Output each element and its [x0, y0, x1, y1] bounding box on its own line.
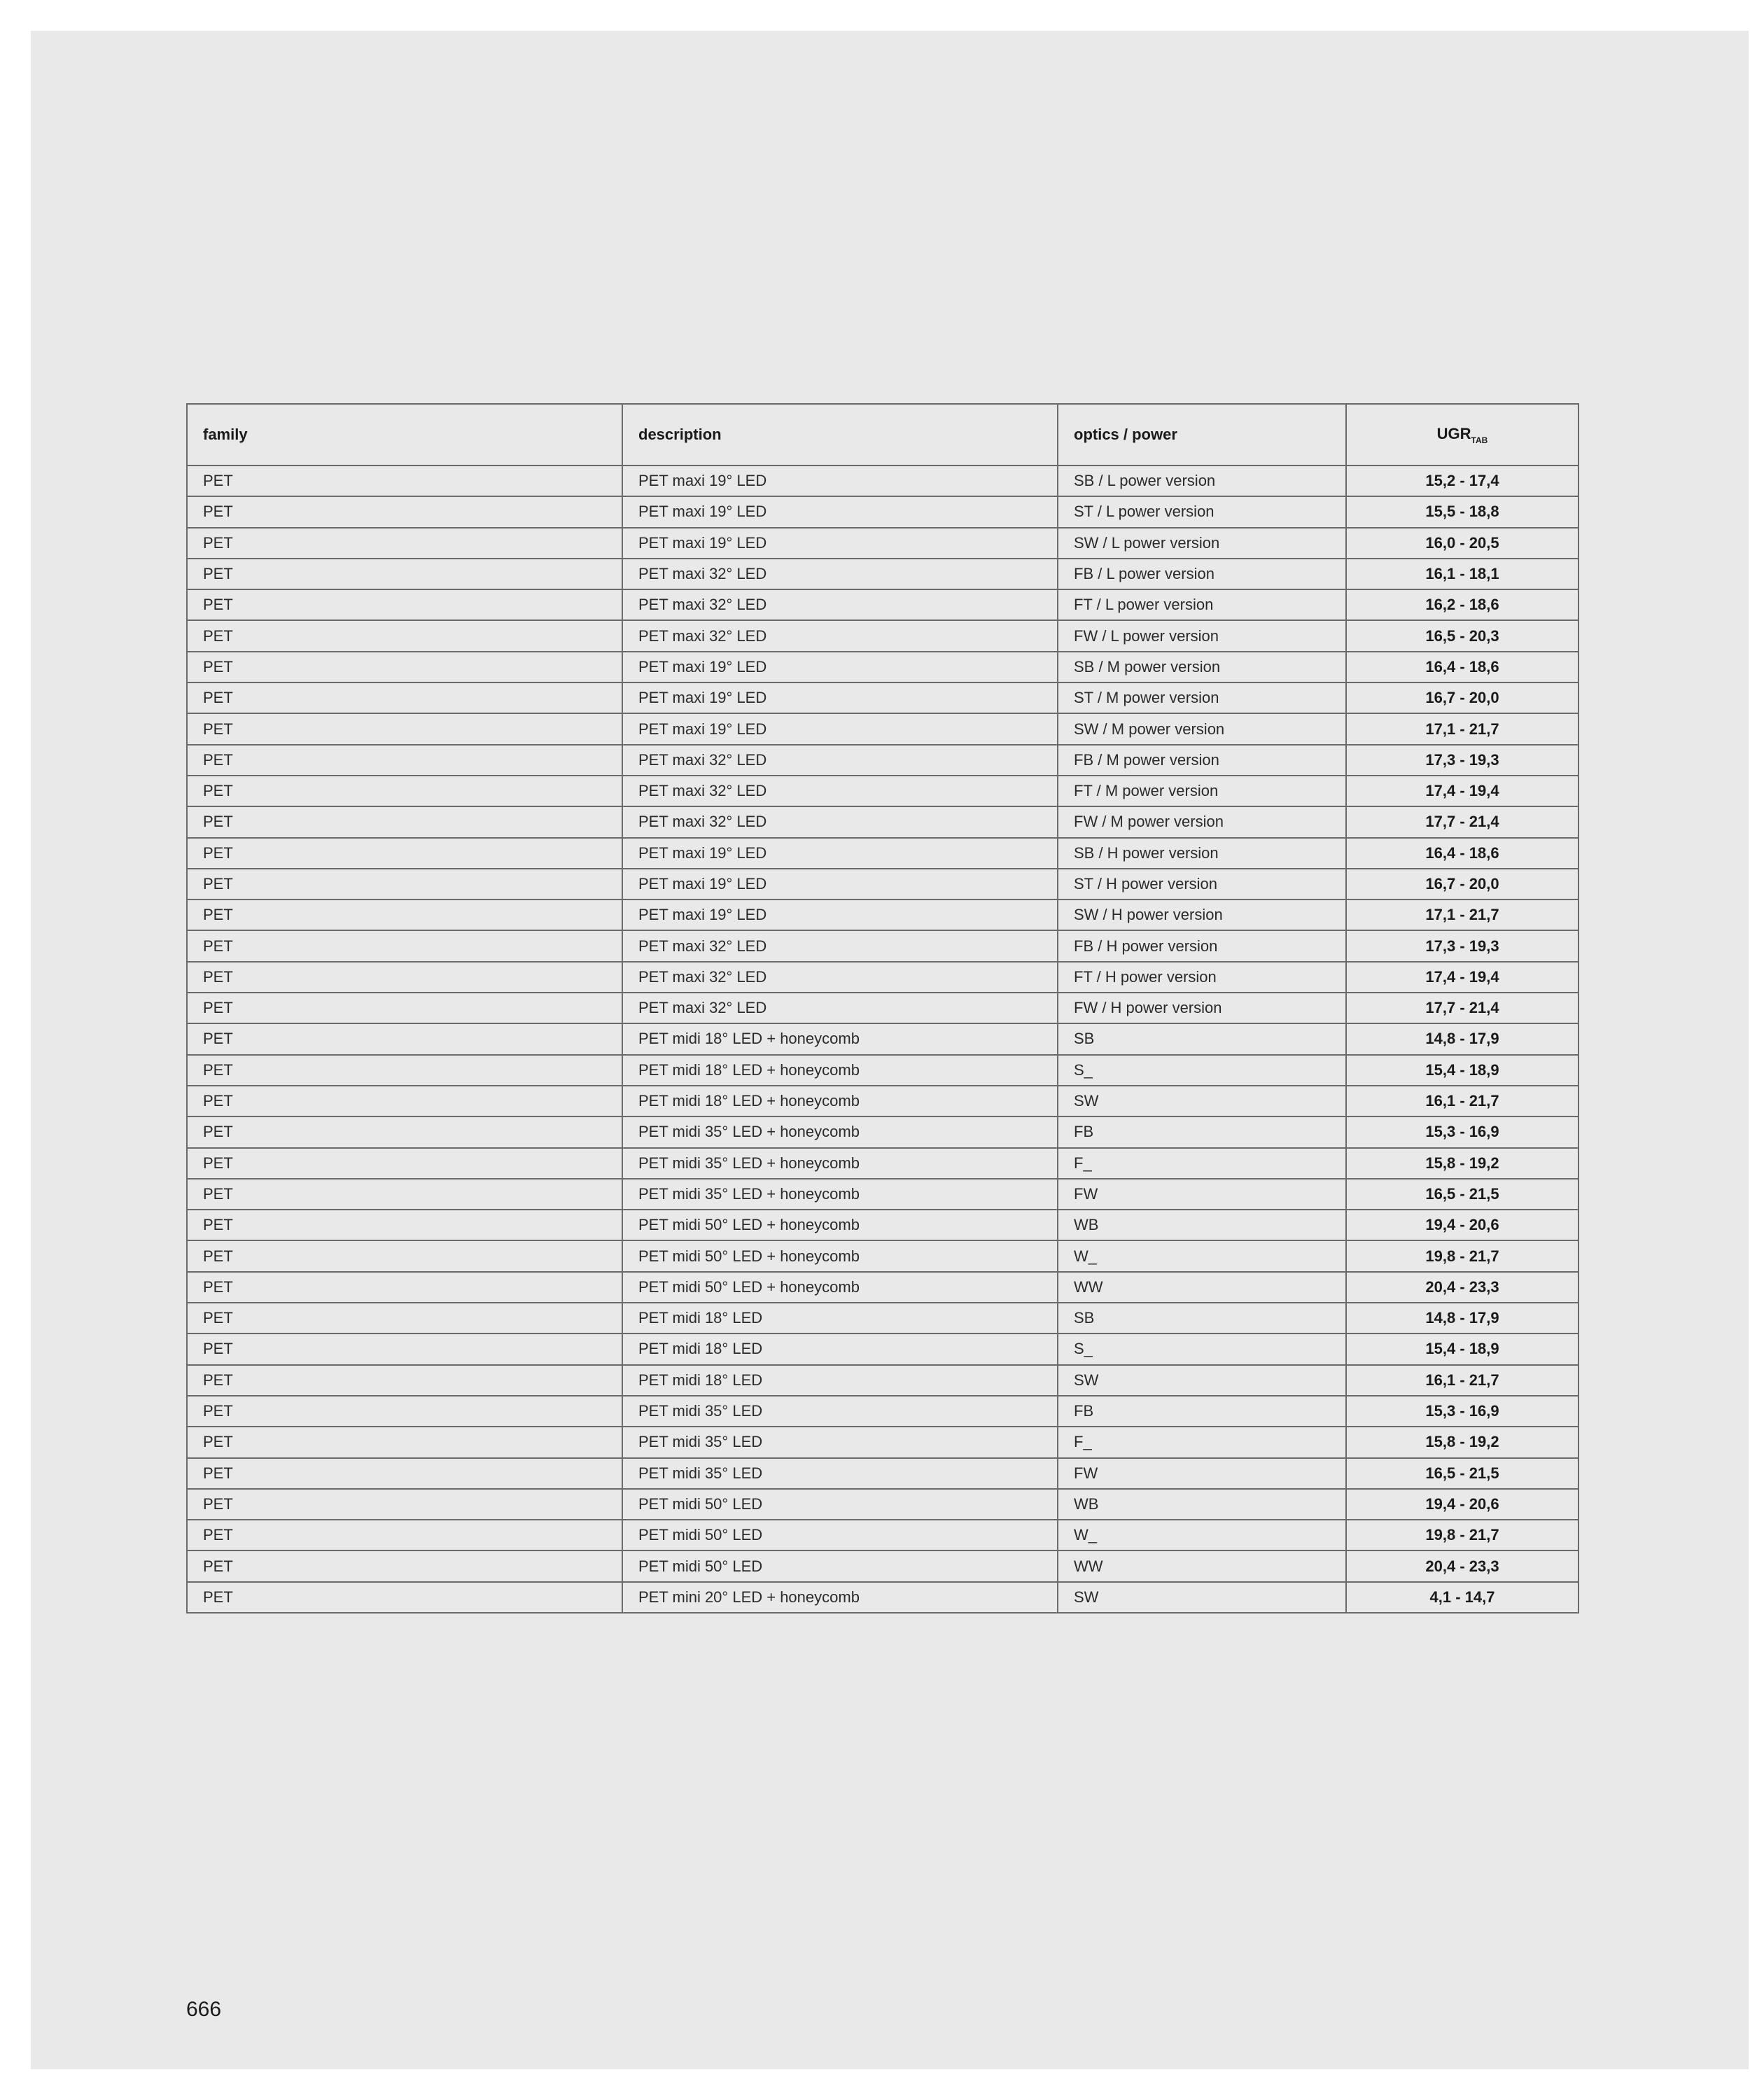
cell-description: PET maxi 19° LED: [622, 899, 1058, 930]
cell-description: PET midi 35° LED + honeycomb: [622, 1148, 1058, 1179]
cell-ugr: 16,4 - 18,6: [1346, 652, 1578, 682]
cell-ugr: 17,7 - 21,4: [1346, 806, 1578, 837]
cell-ugr: 17,1 - 21,7: [1346, 899, 1578, 930]
cell-family: PET: [187, 682, 622, 713]
cell-family: PET: [187, 1582, 622, 1613]
cell-ugr: 15,8 - 19,2: [1346, 1427, 1578, 1457]
table-row: [187, 1023, 1578, 1054]
header-ugr-subscript: TAB: [1471, 435, 1488, 445]
cell-description: PET maxi 19° LED: [622, 713, 1058, 744]
cell-family: PET: [187, 1055, 622, 1086]
cell-optics-power: WW: [1058, 1272, 1346, 1303]
table-row: [187, 1055, 1578, 1086]
cell-family: PET: [187, 1458, 622, 1489]
cell-ugr: 15,4 - 18,9: [1346, 1055, 1578, 1086]
cell-ugr: 16,7 - 20,0: [1346, 682, 1578, 713]
cell-ugr: 16,0 - 20,5: [1346, 528, 1578, 559]
cell-ugr: 17,3 - 19,3: [1346, 745, 1578, 776]
cell-ugr: 16,2 - 18,6: [1346, 589, 1578, 620]
cell-ugr: 19,4 - 20,6: [1346, 1210, 1578, 1240]
cell-description: PET midi 35° LED: [622, 1396, 1058, 1427]
cell-family: PET: [187, 620, 622, 651]
cell-family: PET: [187, 1210, 622, 1240]
cell-family: PET: [187, 1023, 622, 1054]
cell-family: PET: [187, 869, 622, 899]
cell-ugr: 17,3 - 19,3: [1346, 930, 1578, 961]
cell-ugr: 16,1 - 18,1: [1346, 559, 1578, 589]
cell-family: PET: [187, 1240, 622, 1271]
table-row: [187, 1458, 1578, 1489]
cell-description: PET midi 50° LED + honeycomb: [622, 1272, 1058, 1303]
table-row: [187, 1303, 1578, 1334]
table-row: [187, 589, 1578, 620]
table-row: [187, 1240, 1578, 1271]
cell-ugr: 15,5 - 18,8: [1346, 496, 1578, 527]
cell-ugr: 14,8 - 17,9: [1346, 1303, 1578, 1334]
cell-description: PET maxi 19° LED: [622, 682, 1058, 713]
cell-family: PET: [187, 652, 622, 682]
cell-optics-power: FB: [1058, 1116, 1346, 1147]
cell-family: PET: [187, 559, 622, 589]
cell-ugr: 17,1 - 21,7: [1346, 713, 1578, 744]
table-row: [187, 1365, 1578, 1396]
table-row: [187, 465, 1578, 496]
cell-family: PET: [187, 1550, 622, 1581]
cell-optics-power: ST / H power version: [1058, 869, 1346, 899]
table-row: [187, 930, 1578, 961]
table-row: [187, 1334, 1578, 1364]
cell-optics-power: ST / M power version: [1058, 682, 1346, 713]
table-row: [187, 496, 1578, 527]
cell-optics-power: W_: [1058, 1240, 1346, 1271]
table-row: [187, 559, 1578, 589]
table-row: [187, 899, 1578, 930]
cell-description: PET midi 18° LED + honeycomb: [622, 1023, 1058, 1054]
cell-family: PET: [187, 1334, 622, 1364]
document-page: [31, 31, 1749, 2069]
cell-optics-power: FB / H power version: [1058, 930, 1346, 961]
cell-optics-power: FB / L power version: [1058, 559, 1346, 589]
cell-optics-power: SB: [1058, 1303, 1346, 1334]
cell-family: PET: [187, 1365, 622, 1396]
table-row: [187, 1550, 1578, 1581]
cell-optics-power: SW / M power version: [1058, 713, 1346, 744]
cell-description: PET maxi 32° LED: [622, 559, 1058, 589]
cell-description: PET midi 18° LED + honeycomb: [622, 1055, 1058, 1086]
cell-description: PET midi 50° LED: [622, 1520, 1058, 1550]
cell-family: PET: [187, 465, 622, 496]
cell-description: PET midi 35° LED: [622, 1427, 1058, 1457]
cell-optics-power: F_: [1058, 1148, 1346, 1179]
table-row: [187, 869, 1578, 899]
cell-optics-power: SB / L power version: [1058, 465, 1346, 496]
page-number: 666: [186, 1998, 222, 2021]
cell-optics-power: W_: [1058, 1520, 1346, 1550]
table-row: [187, 1148, 1578, 1179]
cell-optics-power: FT / H power version: [1058, 962, 1346, 993]
cell-description: PET midi 50° LED + honeycomb: [622, 1210, 1058, 1240]
cell-ugr: 15,8 - 19,2: [1346, 1148, 1578, 1179]
cell-ugr: 19,4 - 20,6: [1346, 1489, 1578, 1520]
cell-description: PET maxi 32° LED: [622, 930, 1058, 961]
header-family: family: [187, 404, 622, 465]
cell-ugr: 17,7 - 21,4: [1346, 993, 1578, 1023]
ugr-spec-table: [186, 403, 1579, 1614]
table-row: [187, 1489, 1578, 1520]
table-row: [187, 652, 1578, 682]
cell-family: PET: [187, 1520, 622, 1550]
cell-optics-power: FW / M power version: [1058, 806, 1346, 837]
cell-ugr: 19,8 - 21,7: [1346, 1240, 1578, 1271]
cell-ugr: 16,7 - 20,0: [1346, 869, 1578, 899]
cell-description: PET midi 50° LED: [622, 1550, 1058, 1581]
table-body: [187, 465, 1578, 1613]
cell-description: PET midi 18° LED: [622, 1303, 1058, 1334]
cell-optics-power: SB / H power version: [1058, 838, 1346, 869]
cell-optics-power: SW / L power version: [1058, 528, 1346, 559]
cell-optics-power: S_: [1058, 1055, 1346, 1086]
cell-optics-power: WB: [1058, 1210, 1346, 1240]
cell-optics-power: SW: [1058, 1582, 1346, 1613]
cell-family: PET: [187, 496, 622, 527]
cell-ugr: 20,4 - 23,3: [1346, 1272, 1578, 1303]
cell-description: PET midi 50° LED: [622, 1489, 1058, 1520]
table-row: [187, 1116, 1578, 1147]
cell-ugr: 15,3 - 16,9: [1346, 1396, 1578, 1427]
cell-description: PET midi 18° LED: [622, 1365, 1058, 1396]
table-row: [187, 528, 1578, 559]
cell-description: PET mini 20° LED + honeycomb: [622, 1582, 1058, 1613]
cell-family: PET: [187, 528, 622, 559]
cell-description: PET maxi 19° LED: [622, 869, 1058, 899]
cell-optics-power: SW: [1058, 1365, 1346, 1396]
table-row: [187, 776, 1578, 806]
cell-optics-power: S_: [1058, 1334, 1346, 1364]
cell-optics-power: FW: [1058, 1179, 1346, 1210]
cell-optics-power: ST / L power version: [1058, 496, 1346, 527]
cell-description: PET maxi 19° LED: [622, 838, 1058, 869]
cell-ugr: 4,1 - 14,7: [1346, 1582, 1578, 1613]
table-row: [187, 620, 1578, 651]
cell-optics-power: SW / H power version: [1058, 899, 1346, 930]
table-row: [187, 993, 1578, 1023]
cell-family: PET: [187, 1303, 622, 1334]
cell-ugr: 19,8 - 21,7: [1346, 1520, 1578, 1550]
cell-family: PET: [187, 838, 622, 869]
cell-ugr: 17,4 - 19,4: [1346, 776, 1578, 806]
cell-optics-power: WB: [1058, 1489, 1346, 1520]
cell-optics-power: FW: [1058, 1458, 1346, 1489]
table-row: [187, 682, 1578, 713]
cell-optics-power: SB: [1058, 1023, 1346, 1054]
cell-family: PET: [187, 1179, 622, 1210]
cell-ugr: 17,4 - 19,4: [1346, 962, 1578, 993]
cell-family: PET: [187, 899, 622, 930]
cell-family: PET: [187, 806, 622, 837]
table-row: [187, 1396, 1578, 1427]
cell-optics-power: WW: [1058, 1550, 1346, 1581]
table-row: [187, 806, 1578, 837]
cell-description: PET maxi 32° LED: [622, 776, 1058, 806]
cell-family: PET: [187, 776, 622, 806]
table-row: [187, 1427, 1578, 1457]
cell-optics-power: FB / M power version: [1058, 745, 1346, 776]
cell-optics-power: FW / H power version: [1058, 993, 1346, 1023]
cell-ugr: 16,4 - 18,6: [1346, 838, 1578, 869]
cell-optics-power: FT / M power version: [1058, 776, 1346, 806]
cell-ugr: 15,4 - 18,9: [1346, 1334, 1578, 1364]
cell-ugr: 16,1 - 21,7: [1346, 1365, 1578, 1396]
cell-description: PET maxi 19° LED: [622, 652, 1058, 682]
cell-ugr: 15,3 - 16,9: [1346, 1116, 1578, 1147]
cell-ugr: 15,2 - 17,4: [1346, 465, 1578, 496]
cell-description: PET midi 35° LED + honeycomb: [622, 1179, 1058, 1210]
table-header: [187, 404, 1578, 465]
header-ugr-main: UGR: [1436, 424, 1471, 442]
cell-ugr: 16,5 - 21,5: [1346, 1458, 1578, 1489]
cell-family: PET: [187, 745, 622, 776]
table-row: [187, 838, 1578, 869]
cell-description: PET maxi 19° LED: [622, 496, 1058, 527]
cell-family: PET: [187, 993, 622, 1023]
header-row: [187, 404, 1578, 465]
cell-family: PET: [187, 1396, 622, 1427]
table-row: [187, 713, 1578, 744]
cell-optics-power: FW / L power version: [1058, 620, 1346, 651]
cell-ugr: 16,5 - 20,3: [1346, 620, 1578, 651]
table-row: [187, 1520, 1578, 1550]
cell-description: PET maxi 32° LED: [622, 745, 1058, 776]
cell-description: PET maxi 32° LED: [622, 993, 1058, 1023]
header-optics-power: optics / power: [1058, 404, 1346, 465]
table-row: [187, 1582, 1578, 1613]
cell-family: PET: [187, 589, 622, 620]
table-row: [187, 1179, 1578, 1210]
table-row: [187, 745, 1578, 776]
cell-description: PET midi 50° LED + honeycomb: [622, 1240, 1058, 1271]
cell-description: PET midi 35° LED: [622, 1458, 1058, 1489]
table-row: [187, 1272, 1578, 1303]
cell-optics-power: FT / L power version: [1058, 589, 1346, 620]
cell-family: PET: [187, 930, 622, 961]
header-ugr: [1346, 404, 1578, 465]
cell-description: PET maxi 32° LED: [622, 806, 1058, 837]
cell-ugr: 20,4 - 23,3: [1346, 1550, 1578, 1581]
cell-optics-power: SW: [1058, 1086, 1346, 1116]
cell-family: PET: [187, 962, 622, 993]
cell-description: PET midi 18° LED: [622, 1334, 1058, 1364]
cell-description: PET maxi 19° LED: [622, 465, 1058, 496]
cell-family: PET: [187, 1427, 622, 1457]
cell-family: PET: [187, 1116, 622, 1147]
cell-description: PET maxi 32° LED: [622, 962, 1058, 993]
cell-optics-power: F_: [1058, 1427, 1346, 1457]
cell-family: PET: [187, 1272, 622, 1303]
cell-ugr: 14,8 - 17,9: [1346, 1023, 1578, 1054]
cell-family: PET: [187, 713, 622, 744]
header-description: description: [622, 404, 1058, 465]
cell-description: PET maxi 32° LED: [622, 589, 1058, 620]
cell-optics-power: FB: [1058, 1396, 1346, 1427]
cell-description: PET midi 18° LED + honeycomb: [622, 1086, 1058, 1116]
cell-family: PET: [187, 1148, 622, 1179]
cell-description: PET maxi 32° LED: [622, 620, 1058, 651]
cell-description: PET maxi 19° LED: [622, 528, 1058, 559]
cell-description: PET midi 35° LED + honeycomb: [622, 1116, 1058, 1147]
cell-family: PET: [187, 1489, 622, 1520]
cell-optics-power: SB / M power version: [1058, 652, 1346, 682]
cell-ugr: 16,5 - 21,5: [1346, 1179, 1578, 1210]
table-row: [187, 1210, 1578, 1240]
cell-family: PET: [187, 1086, 622, 1116]
table-row: [187, 1086, 1578, 1116]
table-row: [187, 962, 1578, 993]
cell-ugr: 16,1 - 21,7: [1346, 1086, 1578, 1116]
